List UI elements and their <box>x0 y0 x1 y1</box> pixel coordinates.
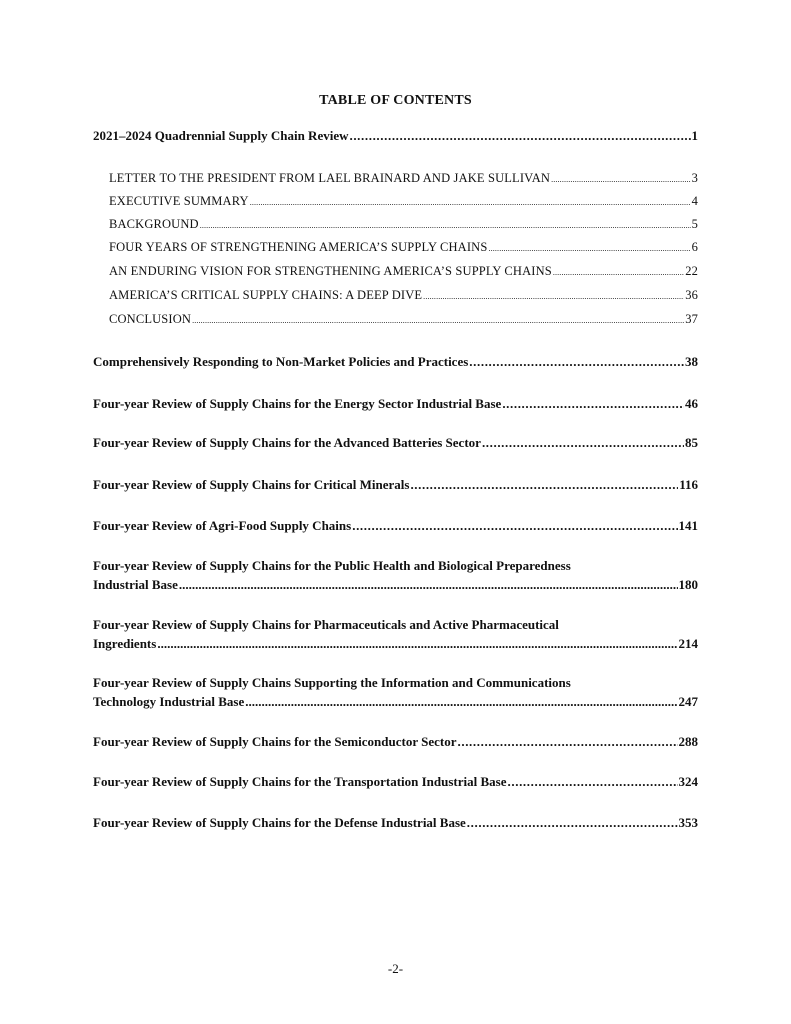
toc-title: TABLE OF CONTENTS <box>319 93 472 108</box>
toc-entry-quadrennial-review[interactable] <box>93 128 698 144</box>
toc-subentry-background[interactable] <box>109 217 698 232</box>
toc-entry-label-line1: Four-year Review of Supply Chains Supporting the Information and Communications <box>93 675 571 690</box>
toc-leader-dots <box>482 435 684 451</box>
toc-entry-public-health[interactable] <box>93 558 698 593</box>
toc-entry-label-line1: Four-year Review of Supply Chains for Pharmaceuticals and Active Pharmaceutical <box>93 617 559 632</box>
toc-entry-label: Comprehensively Responding to Non-Market Policies and Practices <box>93 354 469 369</box>
toc-entry-label: Four-year Review of Supply Chains for the Advanced Batteries Sector <box>93 435 481 450</box>
toc-leader-dots <box>502 396 684 412</box>
toc-page-number: 38 <box>685 354 698 369</box>
toc-page-number: 324 <box>678 774 698 789</box>
toc-entry-ict[interactable] <box>93 675 698 710</box>
toc-page-number: 141 <box>678 518 698 533</box>
toc-subentry-enduring-vision[interactable] <box>109 264 698 279</box>
toc-page-number: 116 <box>679 477 698 492</box>
toc-entry-label: Four-year Review of Agri-Food Supply Chains <box>93 518 352 533</box>
toc-page-number: 5 <box>691 217 698 231</box>
toc-entry-label: Four-year Review of Supply Chains for the Transportation Industrial Base <box>93 774 507 789</box>
toc-entry-pharmaceuticals[interactable] <box>93 617 698 652</box>
toc-entry-label: BACKGROUND <box>109 217 199 231</box>
toc-entry-label: Four-year Review of Supply Chains for Critical Minerals <box>93 477 410 492</box>
toc-leader-dots <box>467 815 678 831</box>
toc-entry-label: Four-year Review of Supply Chains for the Semiconductor Sector <box>93 734 457 749</box>
toc-entry-label: Four-year Review of Supply Chains for the Energy Sector Industrial Base <box>93 396 502 411</box>
toc-leader-dots <box>200 221 691 230</box>
toc-entry-label: CONCLUSION <box>109 312 192 326</box>
toc-leader-dots <box>458 734 678 750</box>
toc-leader-dots <box>410 477 678 493</box>
toc-entry-transportation[interactable] <box>93 774 698 790</box>
toc-leader-dots <box>179 577 678 593</box>
toc-entry-agri-food[interactable] <box>93 518 698 534</box>
toc-leader-dots <box>157 636 677 652</box>
toc-leader-dots <box>352 518 677 534</box>
toc-page-number: 85 <box>685 435 698 450</box>
toc-entry-label: LETTER TO THE PRESIDENT FROM LAEL BRAINARD AND JAKE SULLIVAN <box>109 171 551 185</box>
toc-page-number: 1 <box>691 128 698 143</box>
toc-entry-defense[interactable] <box>93 815 698 831</box>
toc-entry-critical-minerals[interactable] <box>93 477 698 493</box>
toc-page-number: 4 <box>691 194 698 208</box>
toc-entry-line2 <box>93 577 698 593</box>
toc-page-number: 247 <box>678 694 698 709</box>
toc-leader-dots <box>469 354 684 370</box>
toc-leader-dots <box>245 694 677 710</box>
toc-subentry-conclusion[interactable] <box>109 312 698 327</box>
page-number-footer: -2- <box>387 961 404 976</box>
toc-entry-batteries[interactable] <box>93 435 698 451</box>
toc-entry-label: EXECUTIVE SUMMARY <box>109 194 249 208</box>
toc-leader-dots <box>488 244 690 253</box>
toc-subentry-letter[interactable] <box>109 171 698 186</box>
toc-leader-dots <box>192 316 684 325</box>
toc-entry-line2 <box>93 636 698 652</box>
toc-entry-label: AN ENDURING VISION FOR STRENGTHENING AMERICA’S SUPPLY CHAINS <box>109 264 552 278</box>
toc-entry-line2 <box>93 694 698 710</box>
toc-entry-label-line2: Industrial Base <box>93 577 178 592</box>
toc-page-number: 37 <box>685 312 698 326</box>
toc-page-number: 6 <box>691 240 698 254</box>
toc-entry-label: FOUR YEARS OF STRENGTHENING AMERICA’S SUPPLY CHAINS <box>109 240 488 254</box>
toc-leader-dots <box>349 128 690 144</box>
toc-entry-label-line2: Ingredients <box>93 636 157 651</box>
toc-page-number: 353 <box>678 815 698 830</box>
toc-page-number: 22 <box>685 264 698 278</box>
toc-entry-label-line1: Four-year Review of Supply Chains for the Public Health and Biological Preparedness <box>93 558 571 573</box>
toc-entry-label: AMERICA’S CRITICAL SUPPLY CHAINS: A DEEP DIVE <box>109 288 423 302</box>
toc-entry-label-line2: Technology Industrial Base <box>93 694 245 709</box>
toc-leader-dots <box>423 292 684 301</box>
toc-page-number: 3 <box>691 171 698 185</box>
toc-page-number: 36 <box>685 288 698 302</box>
toc-entry-label: Four-year Review of Supply Chains for the Defense Industrial Base <box>93 815 466 830</box>
toc-page-number: 214 <box>678 636 698 651</box>
toc-leader-dots <box>508 774 678 790</box>
toc-subentry-executive-summary[interactable] <box>109 194 698 209</box>
toc-page-number: 288 <box>678 734 698 749</box>
toc-entry-energy[interactable] <box>93 396 698 412</box>
toc-subentry-deep-dive[interactable] <box>109 288 698 303</box>
toc-page-number: 46 <box>685 396 698 411</box>
toc-entry-non-market[interactable] <box>93 354 698 370</box>
toc-leader-dots <box>553 268 684 277</box>
toc-leader-dots <box>250 198 691 207</box>
toc-page-number: 180 <box>678 577 698 592</box>
toc-subentry-four-years[interactable] <box>109 240 698 255</box>
toc-leader-dots <box>551 175 691 184</box>
toc-entry-label: 2021–2024 Quadrennial Supply Chain Review <box>93 128 349 143</box>
toc-entry-semiconductor[interactable] <box>93 734 698 750</box>
